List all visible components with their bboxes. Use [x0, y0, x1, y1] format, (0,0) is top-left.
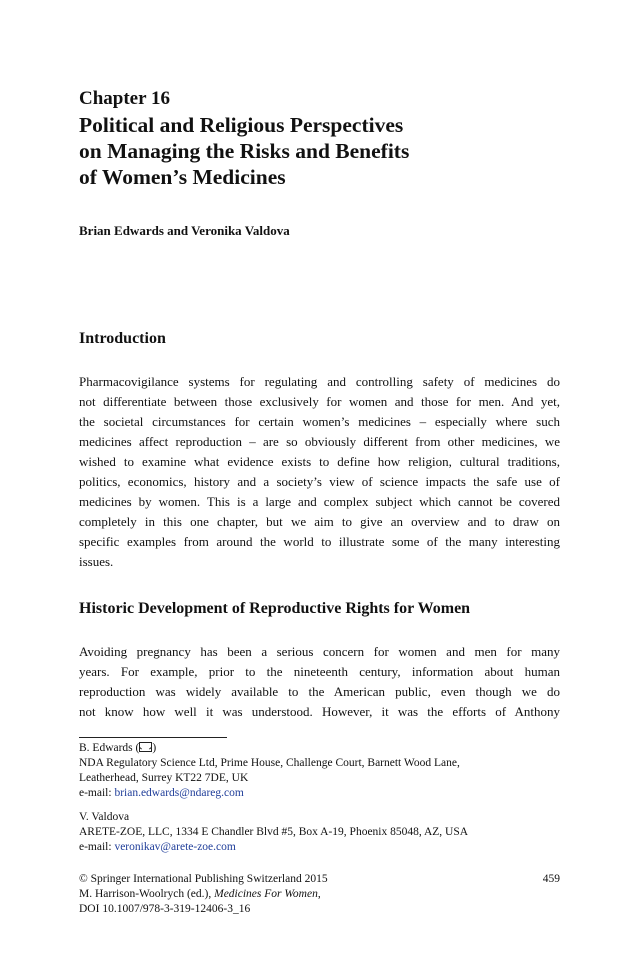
section-heading-introduction: Introduction [79, 330, 166, 347]
chapter-authors: Brian Edwards and Veronika Valdova [79, 223, 290, 238]
text-line: Pharmacovigilance systems for regulating and controlling safety of medicines do [79, 374, 560, 389]
page-number: 459 [542, 873, 560, 885]
text-line: medicines affect reproduction – are so obviously different from other medicines, we [79, 434, 560, 449]
text-line: years. For example, prior to the nineteenth century, information about human [79, 664, 560, 679]
email-link-valdova[interactable]: veronikav@arete-zoe.com [114, 841, 236, 853]
doi-line: DOI 10.1007/978-3-319-12406-3_16 [79, 903, 251, 915]
citation-line [79, 887, 328, 902]
author-name-close: ) [152, 742, 157, 754]
text-line: the societal circumstances for certain women’s medicines – especially where such [79, 414, 560, 429]
email-link-edwards[interactable]: brian.edwards@ndareg.com [114, 787, 244, 799]
author-name-line [79, 741, 460, 756]
text-line: politics, economics, history and a society’s view of science impacts the safe use of [79, 474, 560, 489]
email-prefix: e-mail: [79, 841, 115, 853]
text-line: specific examples from around the world to illustrate some of the many interesting [79, 534, 560, 549]
text-line: Avoiding pregnancy has been a serious concern for women and men for many [79, 644, 560, 659]
text-line: reproduction was widely available to the American public, even though we do [79, 684, 560, 699]
citation-prefix: M. Harrison-Woolrych (ed.), [79, 888, 215, 900]
text-line: completely in this one chapter, but we aim to give an overview and to draw on [79, 514, 560, 529]
historic-development-paragraph [79, 642, 560, 722]
affiliation-line: ARETE-ZOE, LLC, 1334 E Chandler Blvd #5, Box A-19, Phoenix 85048, AZ, USA [79, 826, 469, 838]
author-affiliation-valdova [79, 810, 468, 855]
text-line: medicines by women. This is a large and complex subject which cannot be covered [79, 494, 560, 509]
author-name: V. Valdova [79, 811, 130, 823]
chapter-title-line: of Women’s Medicines [79, 165, 286, 189]
chapter-title [79, 112, 559, 190]
citation-suffix: , [317, 888, 321, 900]
text-line: not differentiate between those exclusively for women and those for men. And yet, [79, 394, 560, 409]
introduction-paragraph [79, 372, 560, 572]
affiliation-line: Leatherhead, Surrey KT22 7DE, UK [79, 772, 249, 784]
email-line [79, 840, 468, 855]
footnote-divider [79, 737, 227, 738]
copyright-block [79, 872, 328, 917]
copyright-line: © Springer International Publishing Switzerland 2015 [79, 873, 328, 885]
section-heading-historic-development: Historic Development of Reproductive Rights for Women [79, 600, 471, 617]
chapter-title-line: Political and Religious Perspectives [79, 113, 404, 137]
author-name: B. Edwards ( [79, 742, 140, 754]
email-prefix: e-mail: [79, 787, 115, 799]
chapter-title-line: on Managing the Risks and Benefits [79, 139, 410, 163]
text-line: not know how well it was understood. However, it was the efforts of Anthony [79, 704, 560, 719]
chapter-label: Chapter 16 [79, 88, 170, 109]
email-line [79, 786, 460, 801]
author-affiliation-edwards [79, 741, 460, 801]
text-line: wished to examine what evidence exists to define how religion, cultural traditions, [79, 454, 560, 469]
affiliation-line: NDA Regulatory Science Ltd, Prime House, Challenge Court, Barnett Wood Lane, [79, 757, 460, 769]
book-title: Medicines For Women [214, 888, 318, 900]
envelope-icon [139, 742, 152, 752]
text-line: issues. [79, 554, 114, 569]
